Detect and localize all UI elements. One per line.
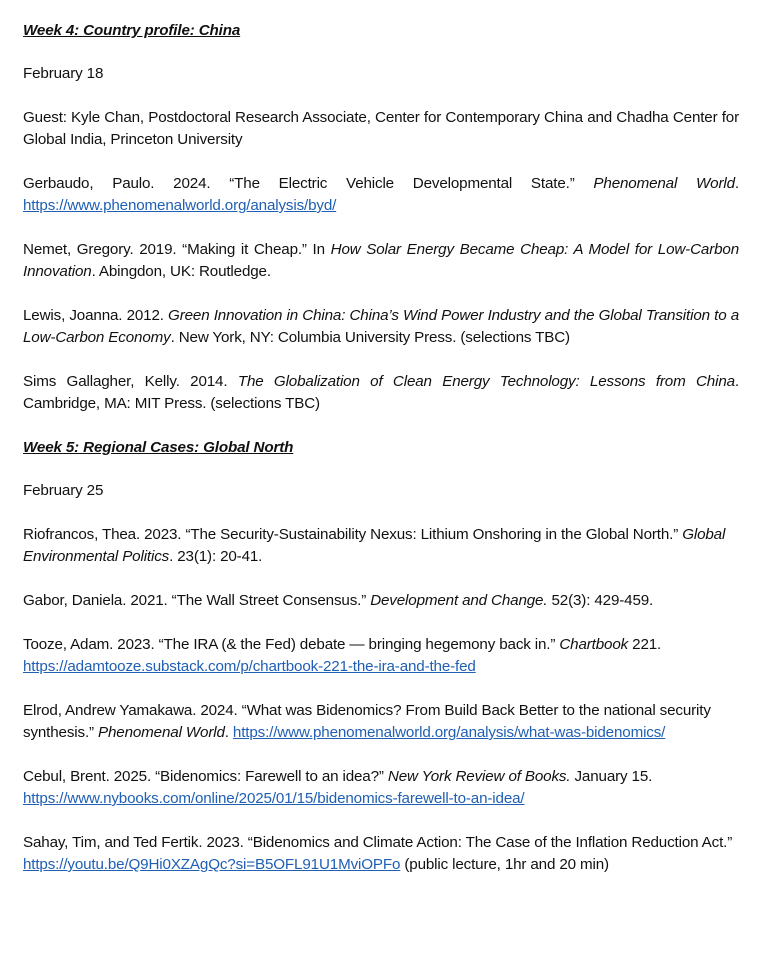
citation-text: Riofrancos, Thea. 2023. “The Security-Sustainability Nexus: Lithium Onshoring in the Global North.” <box>23 526 683 543</box>
reading-item <box>23 766 739 810</box>
reading-item <box>23 700 739 744</box>
citation-text: Gerbaudo, Paulo. 2024. “The Electric Vehicle Developmental State.” <box>23 175 594 192</box>
reading-link[interactable]: https://www.nybooks.com/online/2025/01/15/bidenomics-farewell-to-an-idea/ <box>23 790 525 807</box>
publication-title: How Solar Energy Became Cheap: A Model for Low-Carbon Innovation <box>23 241 739 280</box>
publication-title: Development and Change. <box>370 592 548 609</box>
week-heading: Week 4: Country profile: China <box>23 22 241 39</box>
reading-item <box>23 305 739 349</box>
citation-text: Cebul, Brent. 2025. “Bidenomics: Farewell to an idea?” <box>23 768 388 785</box>
reading-link[interactable]: https://www.phenomenalworld.org/analysis/what-was-bidenomics/ <box>232 724 666 741</box>
reading-item <box>23 173 739 217</box>
reading-item <box>23 590 739 612</box>
week-heading: Week 5: Regional Cases: Global North <box>23 439 294 456</box>
reading-link[interactable]: https://youtu.be/Q9Hi0XZAgQc?si=B5OFL91U1MviOPFo <box>23 856 401 873</box>
week-4-section <box>23 20 739 415</box>
reading-link[interactable]: https://adamtooze.substack.com/p/chartbook-221-the-ira-and-the-fed <box>23 658 476 675</box>
reading-item <box>23 524 739 568</box>
citation-note: (public lecture, 1hr and 20 min) <box>400 856 609 873</box>
reading-item <box>23 371 739 415</box>
citation-text: . Cambridge, MA: MIT Press. (selections TBC) <box>23 373 739 412</box>
citation-text: Gabor, Daniela. 2021. “The Wall Street Consensus.” <box>23 592 371 609</box>
citation-text: January 15. <box>570 768 653 785</box>
citation-text: . <box>224 724 233 741</box>
reading-link[interactable]: https://www.phenomenalworld.org/analysis/byd/ <box>23 197 337 214</box>
publication-title: New York Review of Books. <box>387 768 571 785</box>
citation-text: . <box>734 175 739 192</box>
week-date: February 25 <box>23 482 104 499</box>
guest-speaker: Guest: Kyle Chan, Postdoctoral Research Associate, Center for Contemporary China and Chadha Center for Global India, Princeton University <box>23 109 739 148</box>
publication-title: Phenomenal World <box>593 175 735 192</box>
citation-text: . 23(1): 20-41. <box>169 548 263 565</box>
publication-title: Chartbook <box>559 636 629 653</box>
publication-title: The Globalization of Clean Energy Technology: Lessons from China <box>237 373 735 390</box>
citation-text: Elrod, Andrew Yamakawa. 2024. “What was Bidenomics? From Build Back Better to the national security synthesis.” <box>23 702 711 741</box>
citation-text: . New York, NY: Columbia University Press. (selections TBC) <box>170 329 570 346</box>
citation-text: Sahay, Tim, and Ted Fertik. 2023. “Bidenomics and Climate Action: The Case of the Inflation Reduction Act.” <box>23 834 733 851</box>
reading-item <box>23 634 739 678</box>
reading-item <box>23 239 739 283</box>
publication-title: Global Environmental Politics <box>23 526 726 565</box>
publication-title: Green Innovation in China: China’s Wind Power Industry and the Global Transition to a Low-Carbon Economy <box>23 307 739 346</box>
citation-text: Tooze, Adam. 2023. “The IRA (& the Fed) debate — bringing hegemony back in.” <box>23 636 560 653</box>
citation-text: Lewis, Joanna. 2012. <box>23 307 169 324</box>
citation-text: Nemet, Gregory. 2019. “Making it Cheap.” In <box>23 241 331 258</box>
publication-title: Phenomenal World <box>98 724 225 741</box>
citation-text: . Abingdon, UK: Routledge. <box>91 263 271 280</box>
citation-text: 221. <box>628 636 662 653</box>
citation-text: Sims Gallagher, Kelly. 2014. <box>23 373 238 390</box>
citation-text: 52(3): 429-459. <box>547 592 654 609</box>
week-5-section <box>23 437 739 876</box>
week-date: February 18 <box>23 65 104 82</box>
reading-item <box>23 832 739 876</box>
